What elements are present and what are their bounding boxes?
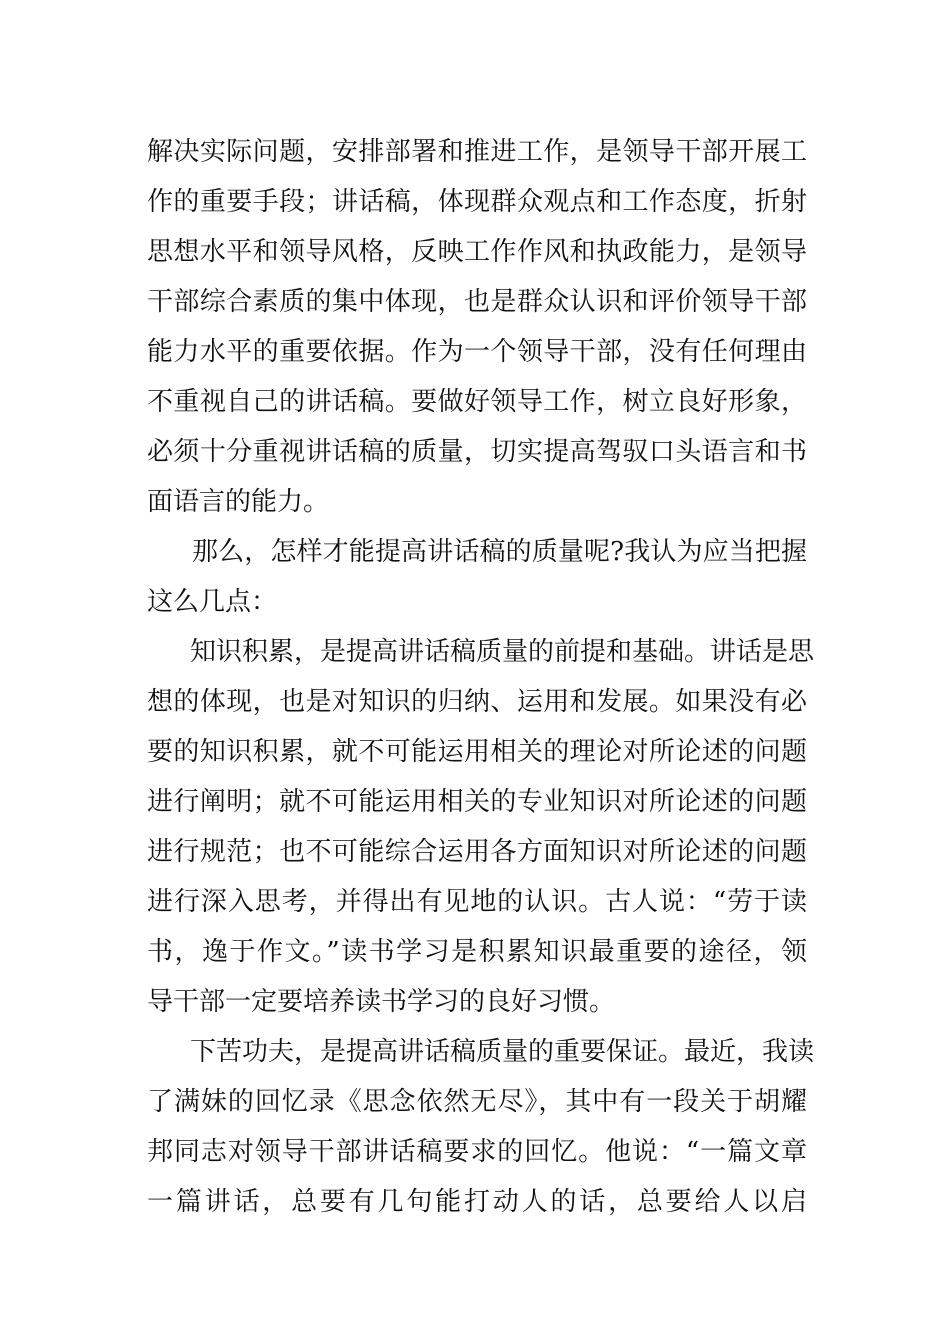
text-line: 这么几点： xyxy=(147,587,278,617)
text-line: 要的知识积累，就不可能运用相关的理论对所论述的问题 xyxy=(147,737,807,767)
text-line: 思想水平和领导风格，反映工作作风和执政能力，是领导 xyxy=(147,237,807,267)
text-line: 想的体现，也是对知识的归纳、运用和发展。如果没有必 xyxy=(147,687,807,717)
text-line: 邦同志对领导干部讲话稿要求的回忆。他说：“一篇文章 xyxy=(147,1137,807,1167)
text-line: 进行阐明；就不可能运用相关的专业知识对所论述的问题 xyxy=(147,787,807,817)
text-line: 作的重要手段；讲话稿，体现群众观点和工作态度，折射 xyxy=(147,187,807,217)
text-line: 下苦功夫，是提高讲话稿质量的重要保证。最近，我读 xyxy=(190,1037,815,1067)
text-line: 不重视自己的讲话稿。要做好领导工作，树立良好形象， xyxy=(147,387,807,417)
text-line: 必须十分重视讲话稿的质量，切实提高驾驭口头语言和书 xyxy=(147,437,807,467)
text-line: 导干部一定要培养读书学习的良好习惯。 xyxy=(147,987,616,1017)
text-line: 进行规范；也不可能综合运用各方面知识对所论述的问题 xyxy=(147,837,807,867)
text-line: 能力水平的重要依据。作为一个领导干部，没有任何理由 xyxy=(147,337,807,367)
text-line: 知识积累，是提高讲话稿质量的前提和基础。讲话是思 xyxy=(190,637,815,667)
text-line: 那么，怎样才能提高讲话稿的质量呢?我认为应当把握 xyxy=(192,537,807,567)
text-line: 了满妹的回忆录《思念依然无尽》，其中有一段关于胡耀 xyxy=(147,1087,807,1117)
text-line: 进行深入思考，并得出有见地的认识。古人说：“劳于读 xyxy=(147,887,807,917)
text-line: 一篇讲话，总要有几句能打动人的话，总要给人以启 xyxy=(147,1187,807,1217)
text-line: 面语言的能力。 xyxy=(147,487,330,517)
text-line: 干部综合素质的集中体现，也是群众认识和评价领导干部 xyxy=(147,287,807,317)
text-line: 解决实际问题，安排部署和推进工作，是领导干部开展工 xyxy=(147,137,807,167)
text-line: 书，逸于作文。”读书学习是积累知识最重要的途径，领 xyxy=(147,937,807,967)
